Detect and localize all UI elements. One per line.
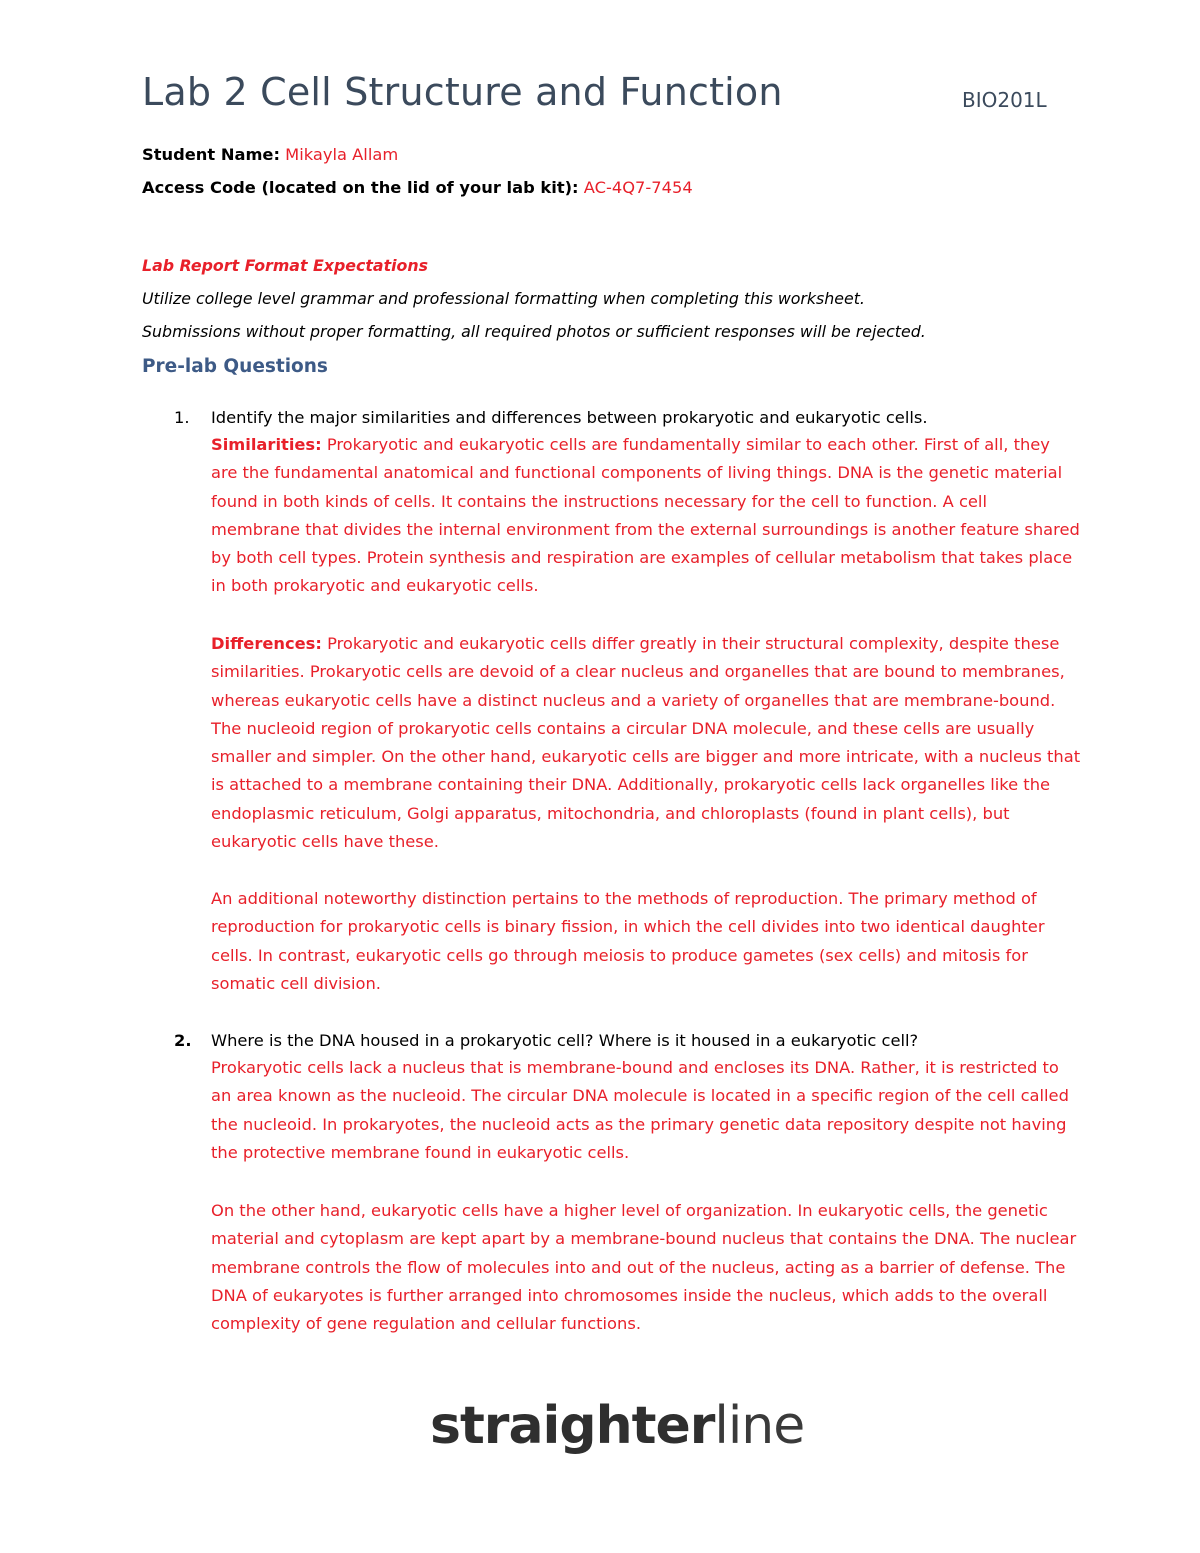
answer-1-reproduction (211, 885, 1081, 998)
course-code: BIO201L (962, 88, 1047, 112)
format-expectation-line-1: Utilize college level grammar and professional formatting when completing this worksheet. (142, 289, 865, 308)
answer-1-differences (211, 630, 1081, 856)
format-expectations-heading: Lab Report Format Expectations (142, 256, 429, 275)
question-1-text: Identify the major similarities and differences between prokaryotic and eukaryotic cells. (211, 408, 928, 427)
access-code-line (142, 178, 693, 197)
eukaryotic-dna-text: On the other hand, eukaryotic cells have a higher level of organization. In eukaryotic cells, the genetic material and cytoplasm are kept apart by a membrane-bound nucleus that contains the DNA. The nuclear membrane controls the flow of molecules into and out of the nucleus, acting as a barrier of defense. The DNA of eukaryotes is further arranged into chromosomes inside the nucleus, which adds to the overall complexity of gene regulation and cellular functions. (211, 1201, 1077, 1334)
answer-2-eukaryotic (211, 1197, 1081, 1338)
differences-text: Prokaryotic and eukaryotic cells differ greatly in their structural complexity, despite these similarities. Prokaryotic cells are devoid of a clear nucleus and organelles that are bound to membranes, whereas eukaryotic cells have a distinct nucleus and a variety of organelles that are membrane-bound. The nucleoid region of prokaryotic cells contains a circular DNA molecule, and these cells are usually smaller and simpler. On the other hand, eukaryotic cells are bigger and more intricate, with a nucleus that is attached to a membrane containing their DNA. Additionally, prokaryotic cells lack organelles like the endoplasmic reticulum, Golgi apparatus, mitochondria, and chloroplasts (found in plant cells), but eukaryotic cells have these. (211, 634, 1081, 852)
document-title: Lab 2 Cell Structure and Function (142, 70, 783, 114)
differences-label: Differences: (211, 634, 322, 653)
similarities-label: Similarities: (211, 435, 322, 454)
student-name-value: Mikayla Allam (285, 145, 399, 164)
answer-2-prokaryotic (211, 1054, 1081, 1167)
prokaryotic-dna-text: Prokaryotic cells lack a nucleus that is membrane-bound and encloses its DNA. Rather, it is restricted to an area known as the nucleoid. The circular DNA molecule is located in a specific region of the cell called the nucleoid. In prokaryotes, the nucleoid acts as the primary genetic data repository despite not having the protective membrane found in eukaryotic cells. (211, 1058, 1069, 1162)
format-expectation-line-2: Submissions without proper formatting, all required photos or sufficient responses will be rejected. (142, 322, 926, 341)
question-2-text: Where is the DNA housed in a prokaryotic cell? Where is it housed in a eukaryotic cell? (211, 1031, 919, 1050)
question-1-number: 1. (174, 408, 190, 427)
straighterline-logo (430, 1396, 804, 1456)
logo-bold-part: straighter (430, 1396, 715, 1456)
prelab-heading: Pre-lab Questions (142, 356, 328, 377)
reproduction-text: An additional noteworthy distinction pertains to the methods of reproduction. The primary method of reproduction for prokaryotic cells is binary fission, in which the cell divides into two identical daughter cells. In contrast, eukaryotic cells go through meiosis to produce gametes (sex cells) and mitosis for somatic cell division. (211, 889, 1045, 993)
logo-light-part: line (714, 1396, 805, 1456)
access-code-value: AC-4Q7-7454 (583, 178, 693, 197)
similarities-text: Prokaryotic and eukaryotic cells are fundamentally similar to each other. First of all, they are the fundamental anatomical and functional components of living things. DNA is the genetic material found in both kinds of cells. It contains the instructions necessary for the cell to function. A cell membrane that divides the internal environment from the external surroundings is another feature shared by both cell types. Protein synthesis and respiration are examples of cellular metabolism that takes place in both prokaryotic and eukaryotic cells. (211, 435, 1080, 596)
answer-1-similarities (211, 431, 1081, 601)
student-name-label: Student Name: (142, 145, 280, 164)
student-name-line (142, 145, 398, 164)
access-code-label: Access Code (located on the lid of your lab kit): (142, 178, 579, 197)
question-2-number: 2. (174, 1031, 192, 1050)
